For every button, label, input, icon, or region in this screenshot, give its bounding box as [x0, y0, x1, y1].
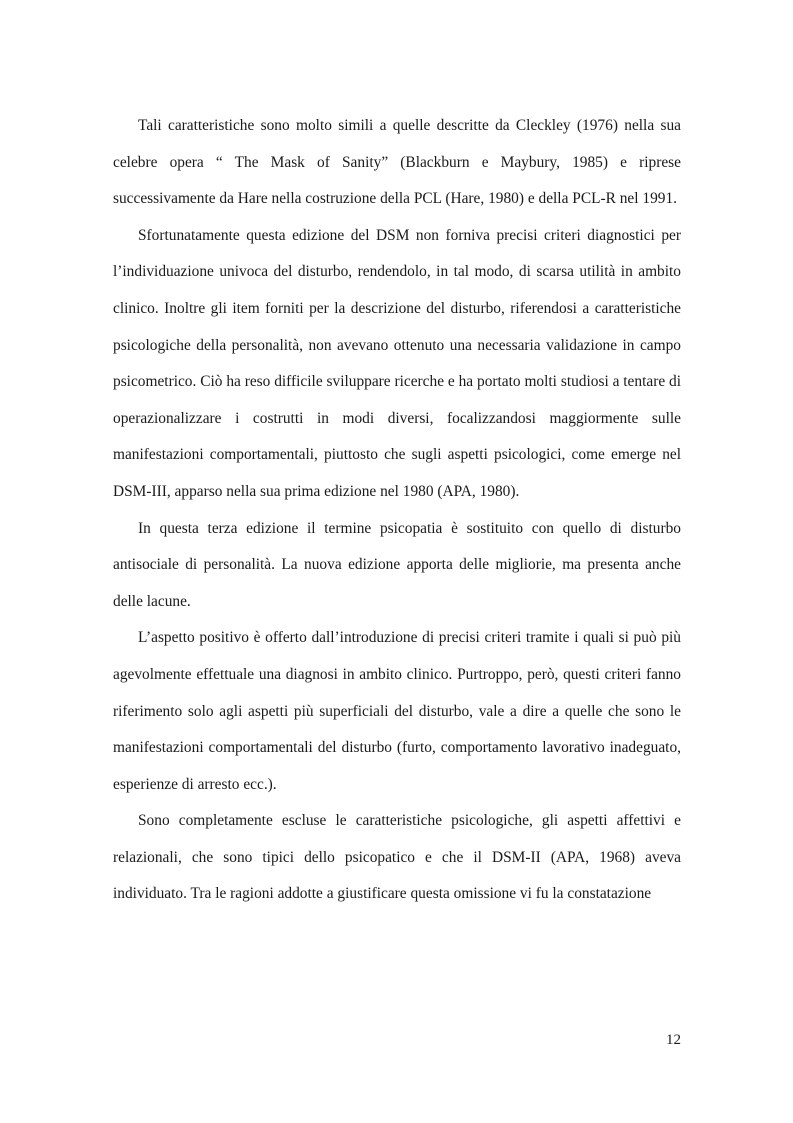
- document-body: [113, 108, 681, 913]
- paragraph-1: Tali caratteristiche sono molto simili a quelle descritte da Cleckley (1976) nella sua celebre opera “ The Mask of Sanity” (Blackburn e Maybury, 1985) e riprese successivamente da Hare nella costruzione della PCL (Hare, 1980) e della PCL-R nel 1991.: [113, 117, 681, 208]
- page-number: 12: [666, 1032, 681, 1048]
- paragraph-4: L’aspetto positivo è offerto dall’introduzione di precisi criteri tramite i quali si può più agevolmente effettuale una diagnosi in ambito clinico. Purtroppo, però, questi criteri fanno riferimento solo agli aspetti più superficiali del disturbo, vale a dire a quelle che sono le manifestazioni comportamentali del disturbo (furto, comportamento lavorativo inadeguato, esperienze di arresto ecc.).: [113, 629, 681, 793]
- paragraph-2: Sfortunatamente questa edizione del DSM non forniva precisi criteri diagnostici per l’individuazione univoca del disturbo, rendendolo, in tal modo, di scarsa utilità in ambito clinico. Inoltre gli item forniti per la descrizione del disturbo, riferendosi a caratteristiche psicologiche della personalità, non avevano ottenuto una necessaria validazione in campo psicometrico. Ciò ha reso difficile sviluppare ricerche e ha portato molti studiosi a tentare di operazionalizzare i costrutti in modi diversi, focalizzandosi maggiormente sulle manifestazioni comportamentali, piuttosto che sugli aspetti psicologici, come emerge nel DSM-III, apparso nella sua prima edizione nel 1980 (APA, 1980).: [113, 226, 681, 500]
- paragraph-5: Sono completamente escluse le caratteristiche psicologiche, gli aspetti affettivi e relazionali, che sono tipici dello psicopatico e che il DSM-II (APA, 1968) aveva individuato. Tra le ragioni addotte a giustificare questa omissione vi fu la constatazione: [113, 812, 681, 903]
- paragraph-3: In questa terza edizione il termine psicopatia è sostituito con quello di disturbo antisociale di personalità. La nuova edizione apporta delle migliorie, ma presenta anche delle lacune.: [113, 519, 681, 610]
